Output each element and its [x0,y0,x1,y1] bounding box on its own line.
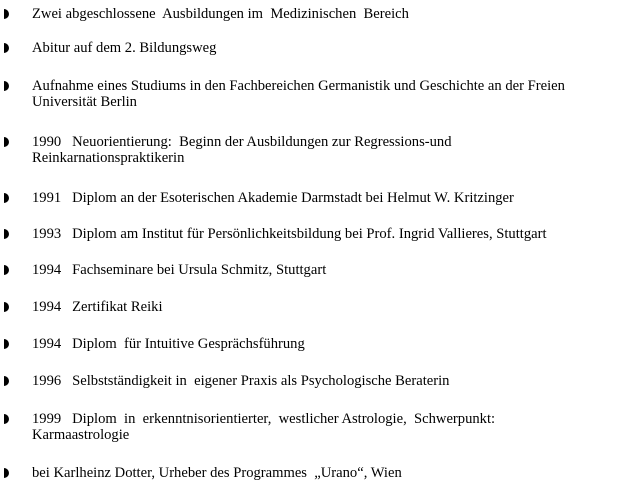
list-item-text: 1994 Diplom für Intuitive Gesprächsführung [32,336,305,352]
list-item-text: 1994 Fachseminare bei Ursula Schmitz, Stuttgart [32,262,327,278]
bullet-icon [4,414,9,424]
list-item-text: 1994 Zertifikat Reiki [32,299,163,315]
list-item-text: 1999 Diplom in erkenntnisorientierter, westlicher Astrologie, Schwerpunkt: Karmaastrologie [32,411,496,443]
bullet-icon [4,81,9,91]
list-item-text: bei Karlheinz Dotter, Urheber des Programmes „Urano“, Wien [32,465,402,481]
bullet-icon [4,137,9,147]
bullet-icon [4,339,9,349]
bullet-icon [4,229,9,239]
bullet-icon [4,376,9,386]
list-item-text: Zwei abgeschlossene Ausbildungen im Medizinischen Bereich [32,6,409,22]
bullet-icon [4,193,9,203]
bullet-icon [4,265,9,275]
list-item-text: Aufnahme eines Studiums in den Fachbereichen Germanistik und Geschichte an der Freien Universität Berlin [32,78,565,110]
bullet-icon [4,43,9,53]
list-item-text: 1996 Selbstständigkeit in eigener Praxis als Psychologische Beraterin [32,373,450,389]
list-item-text: 1993 Diplom am Institut für Persönlichkeitsbildung bei Prof. Ingrid Vallieres, Stuttgart [32,226,547,242]
list-item-text: 1991 Diplom an der Esoterischen Akademie Darmstadt bei Helmut W. Kritzinger [32,190,514,206]
list-item-text: 1990 Neuorientierung: Beginn der Ausbildungen zur Regressions-und Reinkarnationspraktikerin [32,134,452,166]
bullet-icon [4,9,9,19]
list-item-text: Abitur auf dem 2. Bildungsweg [32,40,217,56]
bullet-icon [4,468,9,478]
bullet-icon [4,302,9,312]
